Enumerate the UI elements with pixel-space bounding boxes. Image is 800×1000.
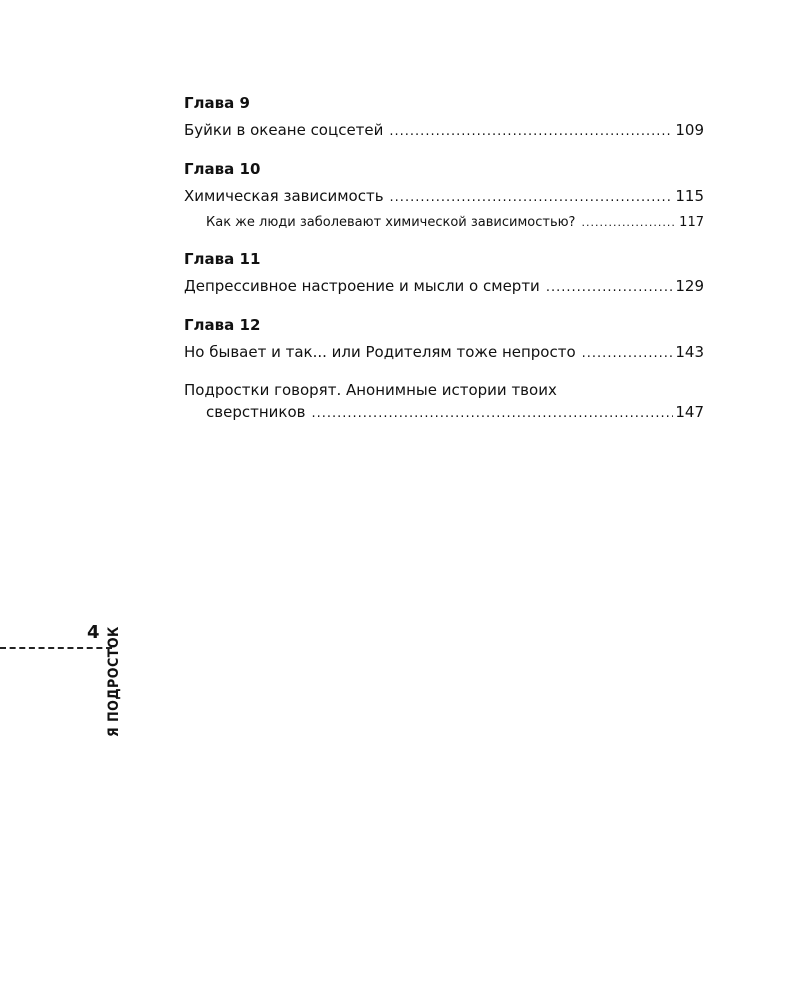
dot-leader <box>581 213 677 233</box>
chapter-heading: Глава 10 <box>184 160 261 178</box>
toc-entry[interactable] <box>184 401 704 425</box>
toc-entry-page: 143 <box>675 343 704 361</box>
dot-leader <box>389 121 673 143</box>
toc-entry-title: Буйки в океане соцсетей <box>184 121 384 139</box>
dot-leader <box>311 403 673 425</box>
toc-entry[interactable] <box>184 275 704 299</box>
toc-subentry-title: Как же люди заболевают химической зависимостью? <box>206 215 576 230</box>
toc-entry-page: 109 <box>675 121 704 139</box>
toc-entry-title-line1[interactable]: Подростки говорят. Анонимные истории твоих <box>184 381 557 399</box>
dot-leader <box>546 277 674 299</box>
toc-subentry-page: 117 <box>679 215 704 230</box>
dot-leader <box>582 343 674 365</box>
toc-entry[interactable] <box>184 185 704 209</box>
running-title: Я ПОДРОСТОК <box>106 626 122 737</box>
chapter-heading: Глава 9 <box>184 94 250 112</box>
toc-entry-title: Но бывает и так... или Родителям тоже непросто <box>184 343 576 361</box>
toc-subentry[interactable] <box>184 213 704 233</box>
toc-entry[interactable] <box>184 119 704 143</box>
toc-entry-title: Химическая зависимость <box>184 187 384 205</box>
chapter-heading: Глава 12 <box>184 316 261 334</box>
dot-leader <box>390 187 674 209</box>
table-of-contents <box>184 93 704 425</box>
toc-entry-page: 129 <box>675 277 704 295</box>
chapter-heading: Глава 11 <box>184 250 261 268</box>
toc-entry-title-line2: сверстников <box>206 403 306 421</box>
toc-entry-page: 115 <box>675 187 704 205</box>
page-number: 4 <box>87 622 100 643</box>
toc-entry-page: 147 <box>675 403 704 421</box>
toc-entry-title: Депрессивное настроение и мысли о смерти <box>184 277 540 295</box>
toc-entry[interactable] <box>184 341 704 365</box>
dashed-divider <box>0 647 112 649</box>
